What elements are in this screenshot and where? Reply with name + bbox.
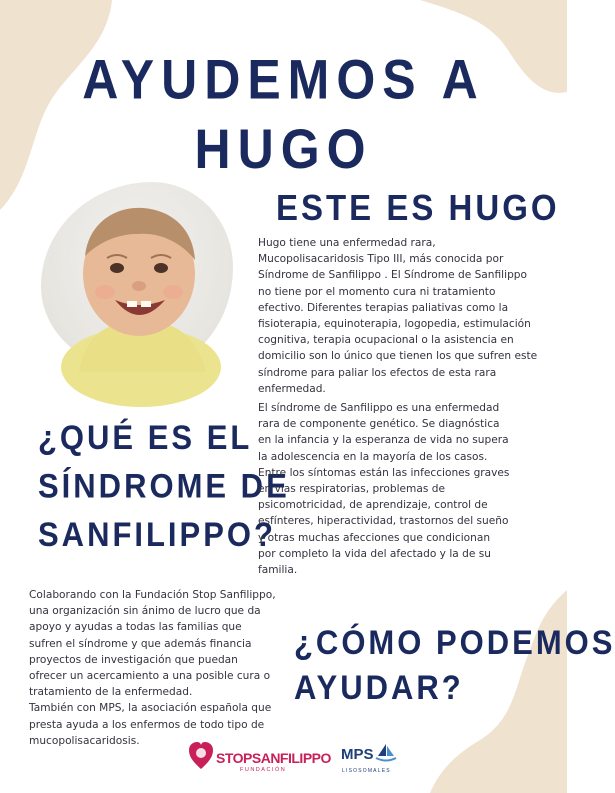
que-es-heading-line2: SÍNDROME DE [38,466,290,506]
que-es-heading-line3: SANFILIPPO? [38,515,276,554]
hugo-description: Hugo tiene una enfermedad rara, Mucopolisacaridosis Tipo III, más conocida por Síndrome de Sanfilippo . El Síndrome de Sanfilippo no tiene por el momento cura ni tratamiento efectivo. Diferentes terapias paliativas como la fisioterapia, equinoterapia, logopedia, estimulación cognitiva, terapia ocupacional o la asistencia en domicilio son lo único que tienen los que sufren este síndrome para paliar los efectos de esta rara enfermedad. [258,237,538,395]
colaboracion-fundacion: Colaborando con la Fundación Stop Sanfilippo, una organización sin ánimo de lucro que da apoyo y ayudas a todas las familias que sufren el síndrome y que además financia proyectos de investigación que puedan ofrecer un acercamiento a una posible cura o tratamiento de la enfermedad. [29,589,276,699]
que-es-heading-line1: ¿QUÉ ES EL [38,418,253,457]
mps-logo [341,743,401,777]
stop-word: STOP [216,750,252,766]
sailboat-icon [375,743,397,763]
stop-sanfilippo-wordmark [216,750,331,766]
main-title-line2: HUGO [194,117,373,181]
fundacion-label: FUNDACIÓN [240,767,287,773]
heart-icon [188,741,214,771]
sanfilippo-word: SANFILIPPO [251,750,331,766]
sindrome-description: El síndrome de Sanfilippo es una enfermedad rara de componente genético. Se diagnóstica en la infancia y la esperanza de vida no supera la adolescencia en la mayoría de los casos. Entre los síntomas están las infecciones graves en vías respiratorias, problemas de psicomotricidad, de aprendizaje, control de esfínteres, hiperactividad, trastornos del sueño y otras muchas afecciones que condicionan por completo la vida del afectado y la de su familia. [258,402,510,577]
mps-wordmark: MPS [341,746,374,763]
hugo-photo [41,182,233,372]
este-es-hugo-heading: ESTE ES HUGO [276,187,560,228]
colaboracion-text [29,587,277,749]
como-ayudar-heading-line2: AYUDAR? [294,668,464,707]
baby-face-illustration [41,182,233,372]
lisosomales-label: LISOSOMALES [342,768,391,774]
como-ayudar-heading [294,620,615,710]
main-title-line1: AYUDEMOS A [82,48,485,111]
que-es-sindrome-heading [38,414,290,559]
como-ayudar-heading-line1: ¿CÓMO PODEMOS [294,623,615,662]
colaboracion-mps: También con MPS, la asociación española que presta ayuda a los enfermos de todo tipo de mucopolisacaridosis. [29,702,272,747]
stop-sanfilippo-logo [188,741,338,781]
